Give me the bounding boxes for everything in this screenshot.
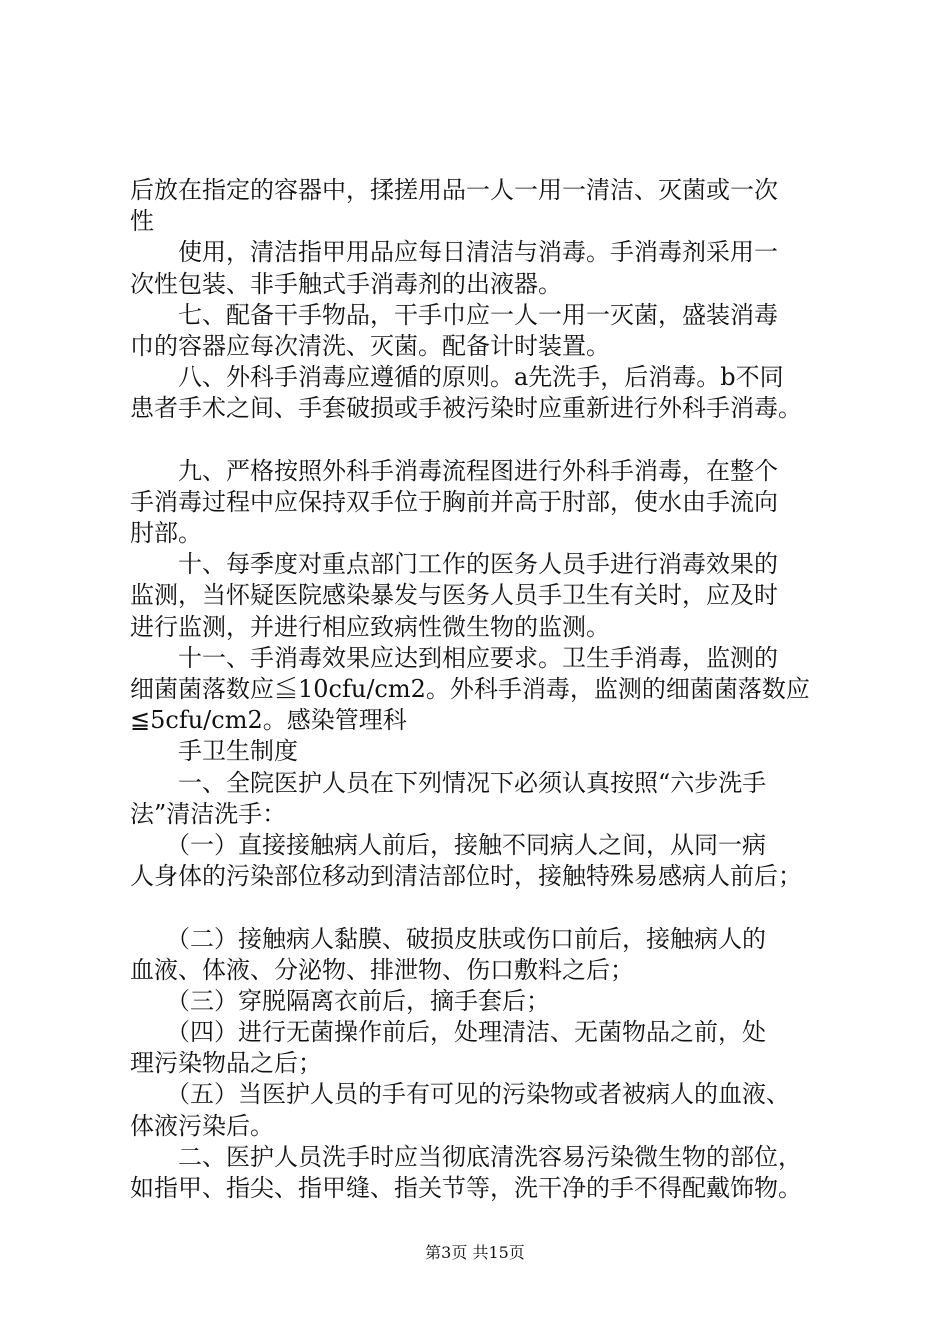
page-number: 第3页 共15页 — [425, 1243, 525, 1262]
blank-line — [130, 425, 840, 456]
text-line: 患者手术之间、手套破损或手被污染时应重新进行外科手消毒。 — [130, 394, 802, 423]
text-line: 体液污染后。 — [130, 1111, 274, 1140]
text-line: （四）进行无菌操作前后，处理清洁、无菌物品之前，处 — [130, 1018, 766, 1047]
blank-line — [130, 892, 840, 923]
text-line: 二、医护人员洗手时应当彻底清洗容易污染微生物的部位， — [130, 1142, 802, 1171]
text-line: 十、每季度对重点部门工作的医务人员手进行消毒效果的 — [130, 550, 778, 579]
text-line: 性 — [130, 207, 154, 236]
text-line: 八、外科手消毒应遵循的原则。a先洗手，后消毒。b不同 — [130, 363, 784, 392]
text-line: 法”清洁洗手： — [130, 799, 287, 828]
text-line: 理污染物品之后； — [130, 1049, 322, 1078]
text-line: 如指甲、指尖、指甲缝、指关节等，洗干净的手不得配戴饰物。 — [130, 1174, 802, 1202]
text-line: 进行监测，并进行相应致病性微生物的监测。 — [130, 612, 610, 641]
text-line: （五）当医护人员的手有可见的污染物或者被病人的血液、 — [130, 1080, 790, 1109]
text-line: 使用，清洁指甲用品应每日清洁与消毒。手消毒剂采用一 — [130, 238, 778, 267]
document-body — [130, 175, 840, 1204]
text-line: 巾的容器应每次清洗、灭菌。配备计时装置。 — [130, 331, 610, 360]
text-line: 肘部。 — [130, 519, 202, 548]
text-line: （三）穿脱隔离衣前后，摘手套后； — [130, 986, 550, 1015]
text-line: 七、配备干手物品，干手巾应一人一用一灭菌，盛装消毒 — [130, 300, 778, 329]
text-line: 手卫生制度 — [130, 737, 298, 766]
text-line: 次性包装、非手触式手消毒剂的出液器。 — [130, 269, 562, 298]
text-line: 十一、手消毒效果应达到相应要求。卫生手消毒，监测的 — [130, 643, 778, 672]
text-line: 监测，当怀疑医院感染暴发与医务人员手卫生有关时，应及时 — [130, 581, 778, 610]
text-line: 血液、体液、分泌物、排泄物、伤口敷料之后； — [130, 955, 634, 984]
text-line: 人身体的污染部位移动到清洁部位时，接触特殊易感病人前后； — [130, 862, 802, 891]
text-line: 一、全院医护人员在下列情况下必须认真按照“六步洗手 — [130, 768, 767, 797]
text-line: 细菌菌落数应≦10cfu/cm2。外科手消毒，监测的细菌菌落数应 — [130, 675, 810, 703]
text-line: 九、严格按照外科手消毒流程图进行外科手消毒，在整个 — [130, 456, 778, 485]
text-line: （二）接触病人黏膜、破损皮肤或伤口前后，接触病人的 — [130, 924, 766, 953]
text-line: ≦5cfu/cm2。感染管理科 — [130, 706, 407, 735]
text-line: 后放在指定的容器中，揉搓用品一人一用一清洁、灭菌或一次 — [130, 176, 778, 204]
text-line: 手消毒过程中应保持双手位于胸前并高于肘部，使水由手流向 — [130, 487, 778, 516]
text-line: （一）直接接触病人前后，接触不同病人之间，从同一病 — [130, 830, 766, 859]
